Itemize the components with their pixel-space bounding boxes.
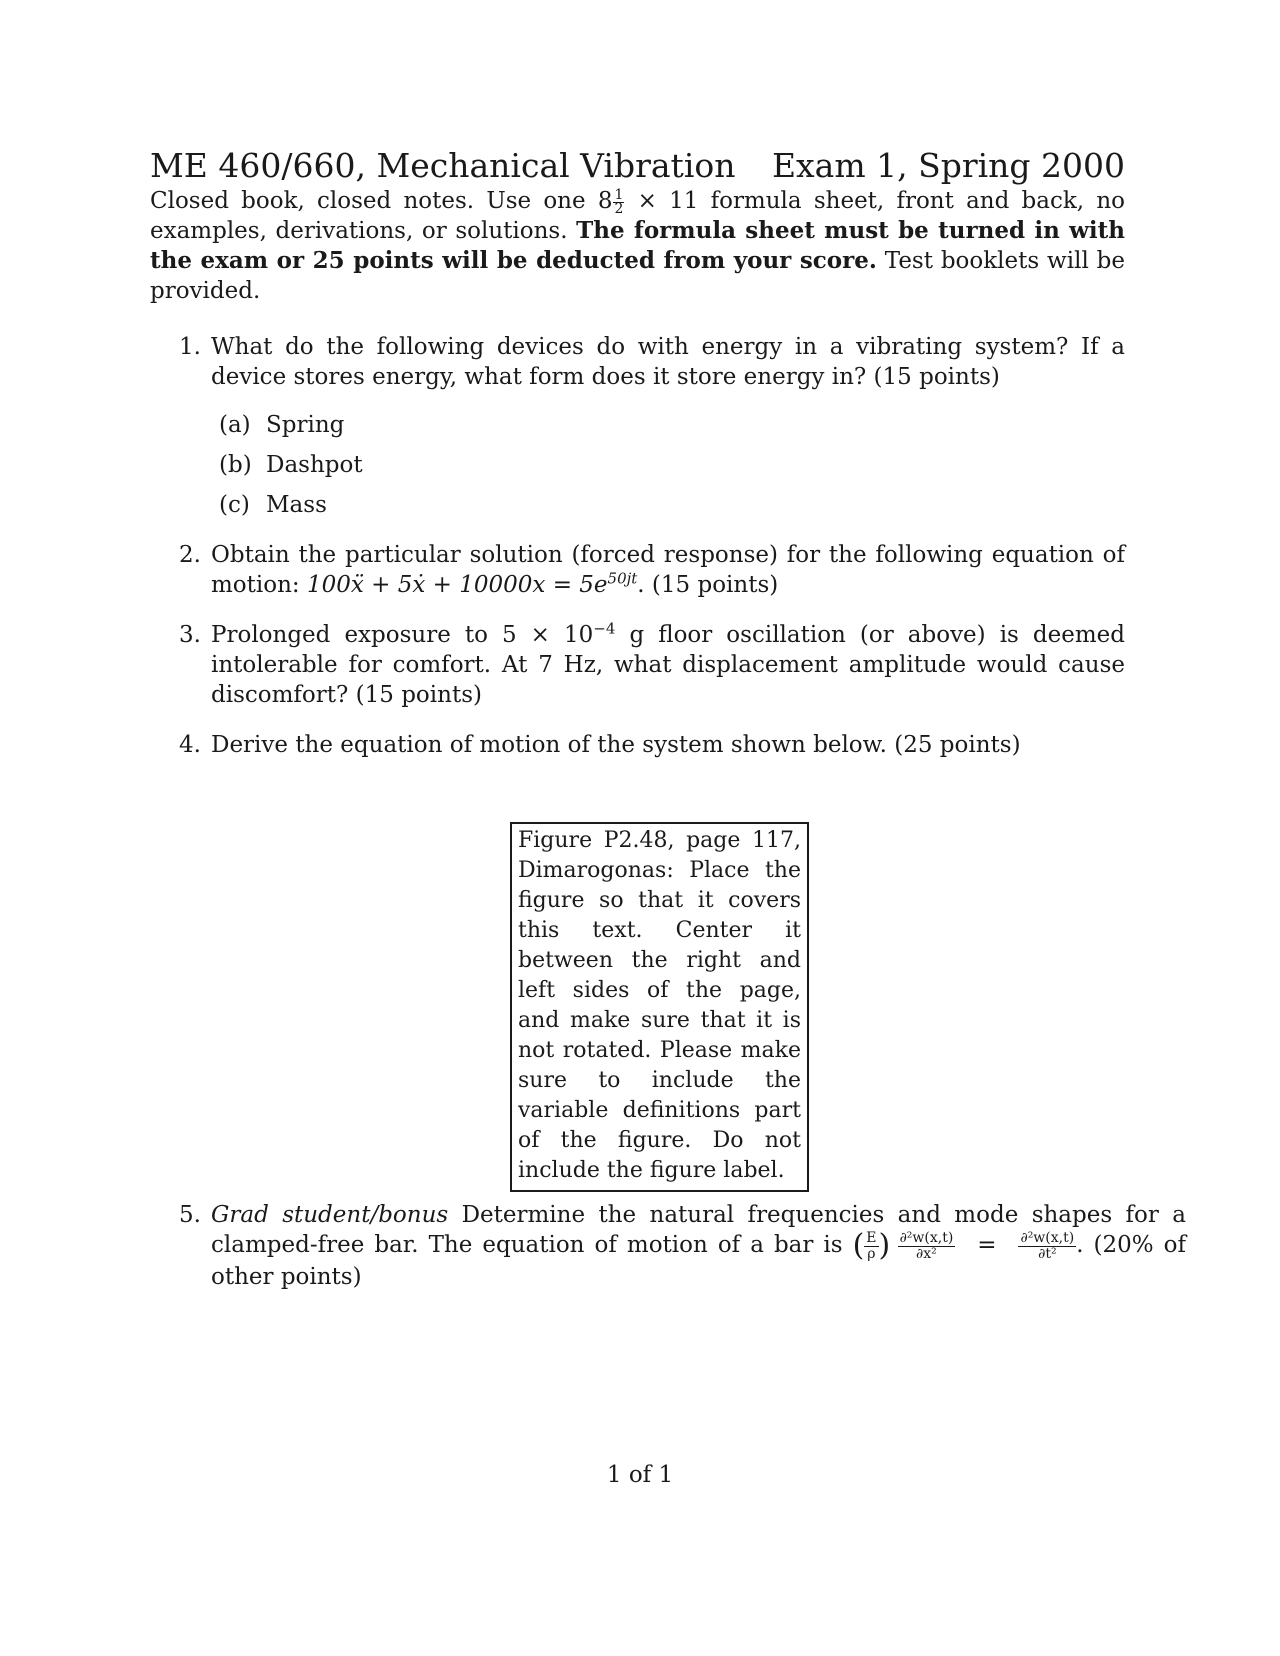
equation-body: 100ẍ + 5ẋ + 10000x = 5e: [306, 572, 608, 598]
sub-text: Dashpot: [266, 452, 363, 478]
question-3: [150, 620, 1125, 710]
sub-label: (c): [219, 492, 250, 518]
question-1: [150, 332, 1125, 520]
question-2: [150, 540, 1125, 600]
instructions-bold: The formula sheet must be turned in with the exam or 25 points will be deducted from your score.: [150, 217, 1125, 274]
header: [150, 146, 1125, 186]
question-number: 2.: [179, 542, 201, 568]
sub-item: [211, 490, 1125, 520]
lhs-numerator: ∂²w(x,t): [899, 1229, 954, 1246]
instructions-part3: Test booklets will be provided.: [150, 248, 1126, 304]
rhs-denominator: ∂t²: [1038, 1245, 1057, 1262]
page-number: 1 of 1: [606, 1462, 674, 1488]
question-tail: . (15 points): [637, 572, 779, 598]
equation-of-motion: [306, 569, 638, 598]
question-4: [150, 730, 1125, 760]
ratio-denominator: ρ: [867, 1245, 876, 1262]
exam-page: [150, 146, 1125, 780]
sub-text: Mass: [266, 492, 327, 518]
bar-equation: [853, 1230, 1077, 1262]
sub-text: Spring: [266, 412, 345, 438]
figure-placeholder-box: [510, 822, 809, 1192]
figure-note: Figure P2.48, page 117, Dimarogonas: Place the figure so that it covers this text. Center it between the right and left sides of the page, and make sure that it is not rotated. Please make sure to include the variable definitions part of the figure. Do not include the figure label.: [518, 828, 801, 1183]
instructions-part2: × 11 formula sheet, front and back, no examples, derivations, or solutions.: [150, 188, 1125, 244]
left-paren: (: [852, 1228, 865, 1264]
modulus-ratio: [864, 1231, 878, 1262]
question-text: Determine the natural frequencies and mode shapes for a clamped-free bar. The equation of motion of a bar is: [211, 1202, 1186, 1258]
question-text: What do the following devices do with energy in a vibrating system? If a device stores energy, what form does it store energy in? (15 points): [211, 334, 1125, 390]
lhs-derivative: [898, 1231, 956, 1262]
rhs-numerator: ∂²w(x,t): [1020, 1229, 1075, 1246]
question-5: [150, 1200, 1186, 1292]
fraction-numerator: 1: [614, 186, 624, 203]
ratio-numerator: E: [866, 1229, 877, 1246]
question-number: 1.: [179, 334, 201, 360]
fraction-denominator: 2: [614, 200, 624, 217]
question-text: Obtain the particular solution (forced response) for the following equation of motion:: [211, 542, 1125, 598]
exponent: −4: [593, 619, 616, 638]
equation-exponent: [608, 569, 638, 587]
question-number: 5.: [179, 1202, 201, 1228]
question-italic: Grad student/bonus: [211, 1202, 449, 1228]
sub-label: (b): [219, 452, 252, 478]
question-tail: . (20% of other points): [211, 1232, 1186, 1290]
question-list: [150, 332, 1125, 760]
equals-sign: =: [977, 1232, 997, 1259]
sub-item: [211, 410, 1125, 440]
lhs-denominator: ∂x²: [916, 1245, 937, 1262]
instructions-part1: Closed book, closed notes. Use one 8: [150, 188, 613, 214]
sub-item: [211, 450, 1125, 480]
question-number: 3.: [179, 622, 201, 648]
rhs-derivative: [1018, 1231, 1076, 1262]
question-text-b: g floor oscillation (or above) is deemed intolerable for comfort. At 7 Hz, what displacement amplitude would cause discomfort? (15 points): [211, 622, 1125, 708]
right-paren: ): [878, 1228, 891, 1264]
instructions: [150, 186, 1125, 306]
question-text: Derive the equation of motion of the system shown below. (25 points): [211, 732, 1021, 758]
course-title: ME 460/660, Mechanical Vibration: [150, 146, 736, 185]
fraction-half: [613, 186, 624, 217]
exponent-text: 50jt: [607, 569, 638, 588]
exam-title: Exam 1, Spring 2000: [771, 146, 1125, 185]
sub-label: (a): [219, 412, 251, 438]
question-number: 4.: [179, 732, 201, 758]
sub-list: [211, 410, 1125, 520]
question-text-a: Prolonged exposure to 5 × 10: [211, 622, 594, 648]
